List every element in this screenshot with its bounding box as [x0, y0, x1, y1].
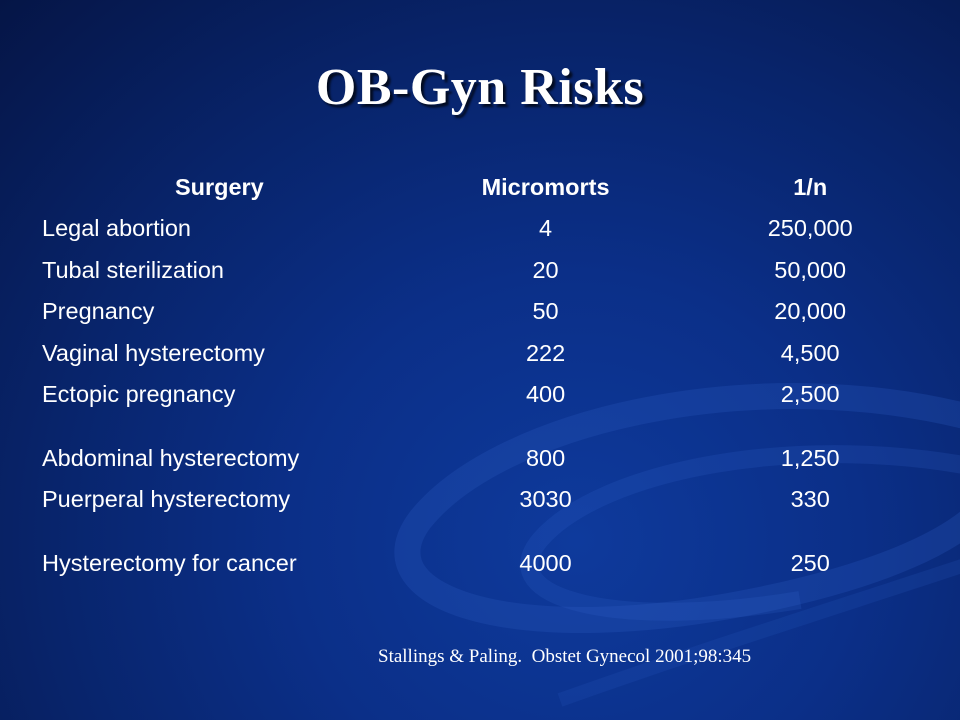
one-over-n-cell: 4,500	[780, 339, 840, 366]
surgery-cell: Vaginal hysterectomy	[42, 339, 265, 366]
micromorts-cell: 4000	[519, 549, 572, 576]
surgery-cell: Puerperal hysterectomy	[42, 486, 291, 513]
table-row	[34, 208, 934, 250]
table-row	[34, 438, 934, 480]
one-over-n-cell: 50,000	[774, 256, 847, 283]
surgery-cell: Hysterectomy for cancer	[42, 549, 297, 576]
micromorts-cell: 50	[532, 298, 559, 325]
micromorts-cell: 20	[532, 256, 559, 283]
table-row	[34, 250, 934, 292]
table-row	[34, 333, 934, 375]
one-over-n-cell: 20,000	[774, 298, 847, 325]
table-row	[34, 374, 934, 416]
table-spacer-row	[34, 416, 934, 438]
table-header-row	[34, 166, 934, 208]
header-surgery: Surgery	[174, 173, 264, 200]
table-spacer-row	[34, 521, 934, 543]
spacer-cell	[34, 521, 934, 543]
micromorts-cell: 3030	[519, 486, 572, 513]
micromorts-cell: 400	[525, 381, 566, 408]
header-one-over-n: 1/n	[793, 173, 828, 200]
surgery-cell: Ectopic pregnancy	[42, 381, 236, 408]
citation: Stallings & Paling. Obstet Gynecol 2001;98:345	[378, 646, 752, 667]
one-over-n-cell: 250	[790, 549, 830, 576]
surgery-cell: Pregnancy	[42, 298, 155, 325]
risk-table	[34, 166, 934, 584]
one-over-n-cell: 2,500	[780, 381, 840, 408]
surgery-cell: Abdominal hysterectomy	[42, 444, 300, 471]
table-row	[34, 479, 934, 521]
one-over-n-cell: 1,250	[780, 444, 840, 471]
surgery-cell: Legal abortion	[42, 215, 191, 242]
one-over-n-cell: 250,000	[767, 215, 853, 242]
header-micromorts: Micromorts	[481, 173, 610, 200]
micromorts-cell: 222	[525, 339, 566, 366]
slide-title: OB-Gyn Risks	[315, 59, 645, 116]
spacer-cell	[34, 416, 934, 438]
table-row	[34, 291, 934, 333]
surgery-cell: Tubal sterilization	[42, 256, 224, 283]
micromorts-cell: 4	[539, 215, 553, 242]
one-over-n-cell: 330	[790, 486, 830, 513]
table-row	[34, 543, 934, 585]
micromorts-cell: 800	[525, 444, 566, 471]
